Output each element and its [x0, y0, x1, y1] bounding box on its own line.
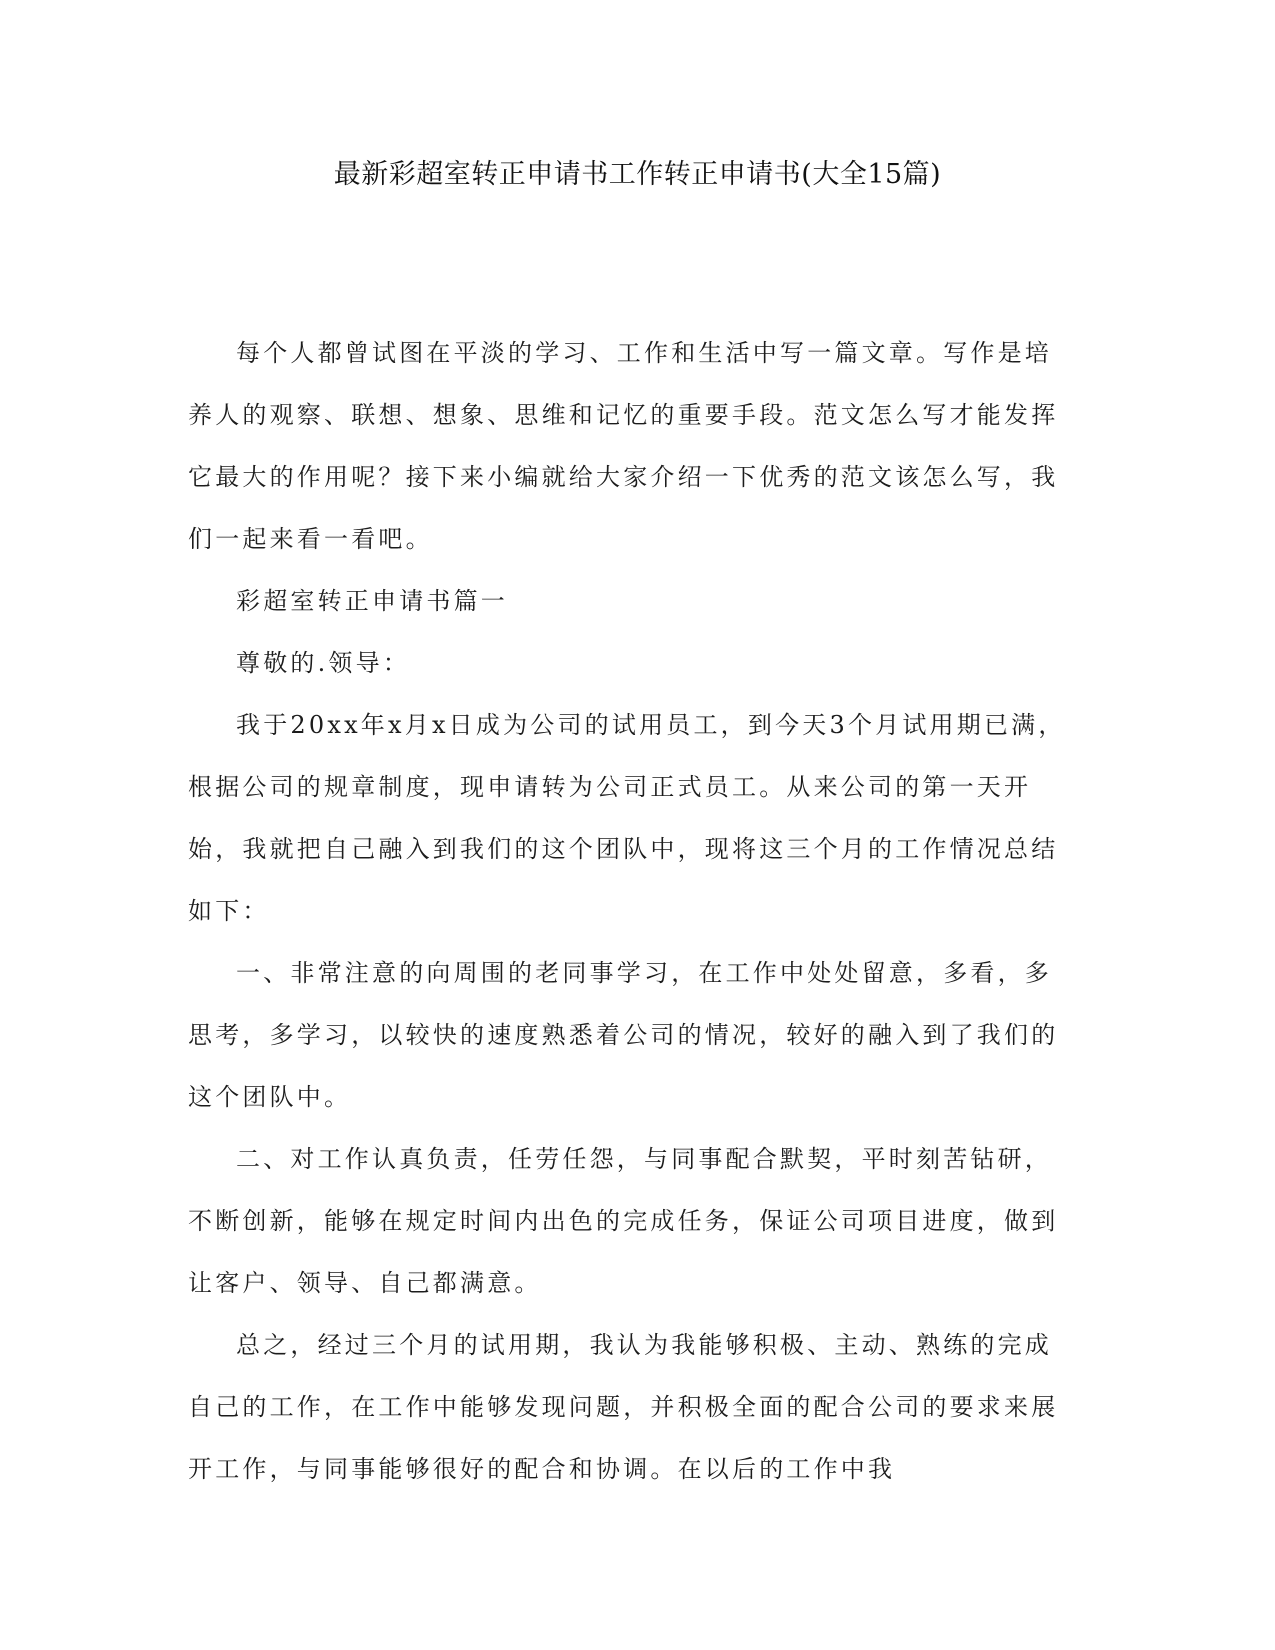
salutation: 尊敬的.领导： — [236, 649, 411, 677]
body-paragraph: 二、对工作认真负责，任劳任怨，与同事配合默契，平时刻苦钻研，不断创新，能够在规定时间内出色的完成任务，保证公司项目进度，做到让客户、领导、自己都满意。 — [188, 1145, 1059, 1297]
section-heading: 彩超室转正申请书篇一 — [236, 587, 508, 615]
document-body — [188, 322, 1068, 1500]
intro-paragraph: 每个人都曾试图在平淡的学习、工作和生活中写一篇文章。写作是培养人的观察、联想、想象、思维和记忆的重要手段。范文怎么写才能发挥它最大的作用呢？接下来小编就给大家介绍一下优秀的范文该怎么写，我们一起来看一看吧。 — [188, 339, 1059, 553]
document-title: 最新彩超室转正申请书工作转正申请书(大全15篇) — [333, 159, 942, 190]
body-paragraph: 我于20xx年x月x日成为公司的试用员工，到今天3个月试用期已满，根据公司的规章制度，现申请转为公司正式员工。从来公司的第一天开始，我就把自己融入到我们的这个团队中，现将这三个月的工作情况总结如下： — [188, 711, 1066, 925]
body-paragraph: 总之，经过三个月的试用期，我认为我能够积极、主动、熟练的完成自己的工作，在工作中能够发现问题，并积极全面的配合公司的要求来展开工作，与同事能够很好的配合和协调。在以后的工作中我 — [188, 1331, 1059, 1483]
body-paragraph: 一、非常注意的向周围的老同事学习，在工作中处处留意，多看，多思考，多学习，以较快的速度熟悉着公司的情况，较好的融入到了我们的这个团队中。 — [188, 959, 1059, 1111]
